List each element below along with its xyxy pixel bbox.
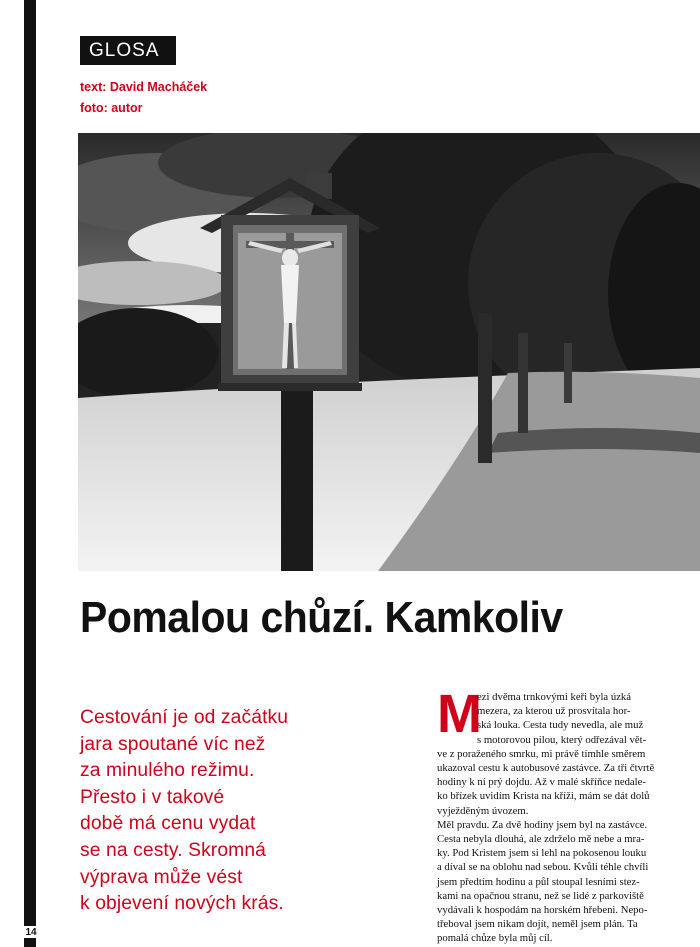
drop-cap: M: [437, 684, 482, 744]
body-line: ky. Pod Kristem jsem si lehl na pokosenou louku: [437, 847, 647, 860]
page-spine-bar: [24, 0, 36, 947]
page-number: 14: [25, 926, 37, 938]
lead-line: Přesto i v takové: [80, 786, 225, 808]
body-line: ská louka. Cesta tudy nevedla, ale muž: [477, 719, 644, 732]
body-line: jsem předtím hodinu a půl stoupal lesními stez-: [437, 875, 640, 888]
body-line: hodiny k ní prý dojdu. Až v malé skříňce nedale-: [437, 776, 646, 789]
lead-paragraph: [80, 705, 350, 918]
feature-photo: [78, 133, 700, 571]
body-line: ukazoval cestu k autobusové zastávce. Za tři čtvrtě: [437, 762, 655, 775]
body-line: a díval se na oblohu nad sebou. Kvůli téhle chvíli: [437, 861, 649, 874]
article-headline: Pomalou chůzí. Kamkoliv: [80, 593, 563, 642]
author-credit: text: David Macháček: [80, 80, 208, 94]
body-line: ezi dvěma trnkovými keři byla úzká: [477, 691, 632, 703]
body-line: Cesta nebyla dlouhá, ale zdrželo mě nebe a mra-: [437, 833, 645, 846]
body-line: kami na opačnou stranu, než se lidé z parkoviště: [437, 889, 644, 902]
wayside-shrine-photo: [78, 133, 700, 571]
body-line: Měl pravdu. Za dvě hodiny jsem byl na zastávce.: [437, 818, 648, 831]
body-line: pomalá chůze byla můj cíl.: [437, 932, 553, 945]
lead-line: Cestování je od začátku: [80, 707, 289, 728]
body-line: vyježděným úvozem.: [437, 804, 529, 817]
lead-line: výprava může vést: [80, 866, 243, 888]
lead-line: za minulého režimu.: [80, 760, 255, 782]
lead-line: se na cesty. Skromná: [80, 839, 266, 861]
lead-line: době má cenu vydat: [80, 813, 256, 835]
body-line: s motorovou pilou, který odřezával vět-: [477, 733, 647, 746]
photo-credit: foto: autor: [80, 101, 143, 115]
body-line: ve z poraženého smrku, mi právě tímhle směrem: [437, 747, 646, 760]
body-line: vydávali k hospodám na horském hřebeni. Nepo-: [437, 904, 648, 917]
body-line: mezera, za kterou už prosvítala hor-: [477, 705, 631, 718]
body-line: třeboval jsem nikam dojít, neměl jsem plán. Ta: [437, 918, 638, 931]
lead-line: jara spoutané víc než: [80, 733, 266, 755]
body-line: ko břízek uvidím Krista na kříži, mám se dát dolů: [437, 790, 650, 803]
article-body: [437, 684, 672, 946]
section-label: GLOSA: [80, 36, 176, 65]
lead-line: k objevení nových krás.: [80, 893, 284, 915]
